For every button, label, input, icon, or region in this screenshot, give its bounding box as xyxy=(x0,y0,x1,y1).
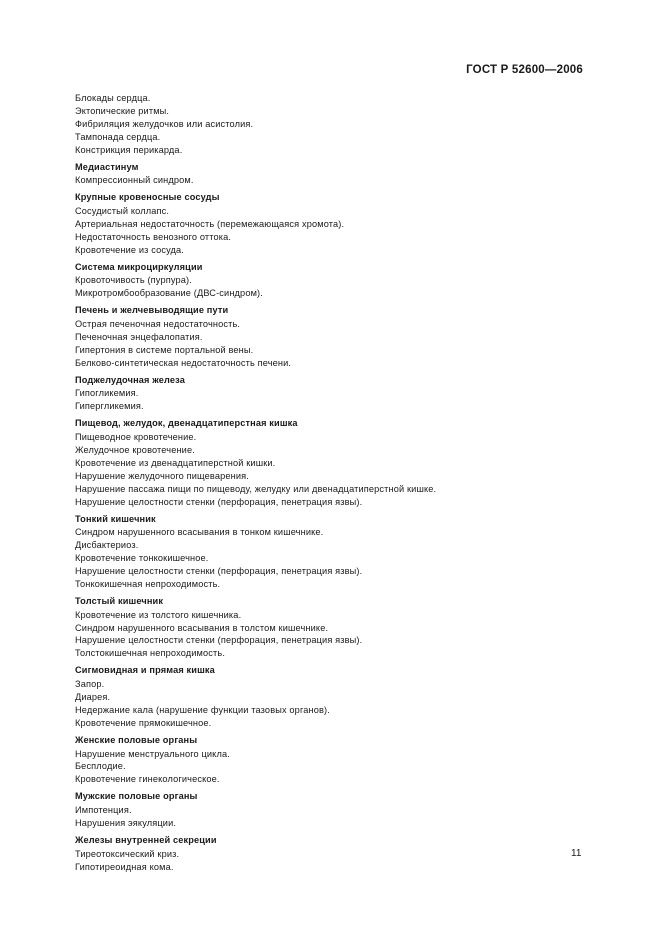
section xyxy=(75,161,595,188)
list-item: Бесплодие. xyxy=(75,761,126,772)
section-heading: Система микроциркуляции xyxy=(75,261,203,272)
list-item: Кровотечение прямокишечное. xyxy=(75,717,212,728)
list-item: Блокады сердца. xyxy=(75,93,151,103)
list-item: Синдром нарушенного всасывания в толстом кишечнике. xyxy=(75,622,329,633)
section-heading: Тонкий кишечник xyxy=(75,513,156,524)
list-item: Печеночная энцефалопатия. xyxy=(75,331,203,342)
section-heading: Мужские половые органы xyxy=(75,791,198,802)
section-heading: Поджелудочная железа xyxy=(75,374,186,385)
section xyxy=(75,92,595,157)
list-item: Белково-синтетическая недостаточность печени. xyxy=(75,357,292,368)
section xyxy=(75,374,595,414)
list-item: Тиреотоксический криз. xyxy=(75,848,180,859)
document-header: ГОСТ Р 52600—2006 xyxy=(466,64,583,76)
list-item: Кровотечение из толстого кишечника. xyxy=(75,609,242,620)
section-heading: Медиастинум xyxy=(75,161,139,172)
list-item: Гипертония в системе портальной вены. xyxy=(75,344,254,355)
section xyxy=(75,417,595,508)
list-item: Кровотечение из двенадцатиперстной кишки. xyxy=(75,457,276,468)
section xyxy=(75,790,595,830)
list-item: Тонкокишечная непроходимость. xyxy=(75,578,221,589)
section xyxy=(75,834,595,874)
list-item: Кровотечение гинекологическое. xyxy=(75,774,220,785)
list-item: Гипергликемия. xyxy=(75,401,144,412)
list-item: Компрессионный синдром. xyxy=(75,175,194,186)
section-heading: Печень и желчевыводящие пути xyxy=(75,305,229,316)
list-item: Кровотечение из сосуда. xyxy=(75,244,184,255)
list-item: Нарушения эякуляции. xyxy=(75,817,177,828)
section-heading: Крупные кровеносные сосуды xyxy=(75,192,220,203)
section-heading: Толстый кишечник xyxy=(75,595,164,606)
list-item: Кровотечение тонкокишечное. xyxy=(75,553,209,564)
page-number: 11 xyxy=(571,848,582,859)
section xyxy=(75,513,595,591)
list-item: Эктопические ритмы. xyxy=(75,105,170,116)
list-item: Сосудистый коллапс. xyxy=(75,206,170,217)
list-item: Нарушение целостности стенки (перфорация, пенетрация язвы). xyxy=(75,635,363,646)
list-item: Пищеводное кровотечение. xyxy=(75,432,197,443)
section xyxy=(75,734,595,787)
list-item: Недостаточность венозного оттока. xyxy=(75,231,232,242)
list-item: Запор. xyxy=(75,679,105,690)
list-item: Нарушение целостности стенки (перфорация, пенетрация язвы). xyxy=(75,566,363,577)
section-heading: Женские половые органы xyxy=(75,734,198,745)
list-item: Кровоточивость (пурпура). xyxy=(75,275,192,286)
list-item: Дисбактериоз. xyxy=(75,540,139,551)
list-item: Нарушение желудочного пищеварения. xyxy=(75,470,249,481)
list-item: Нарушение пассажа пищи по пищеводу, желудку или двенадцатиперстной кишке. xyxy=(75,483,437,494)
list-item: Диарея. xyxy=(75,691,111,702)
list-item: Импотенция. xyxy=(75,805,132,816)
list-item: Синдром нарушенного всасывания в тонком кишечнике. xyxy=(75,527,324,538)
section xyxy=(75,261,595,301)
section xyxy=(75,664,595,729)
list-item: Тампонада сердца. xyxy=(75,131,161,142)
section xyxy=(75,304,595,369)
list-item: Нарушение целостности стенки (перфорация, пенетрация язвы). xyxy=(75,496,363,507)
list-item: Фибриляция желудочков или асистолия. xyxy=(75,118,254,129)
list-item: Желудочное кровотечение. xyxy=(75,445,195,455)
section xyxy=(75,191,595,256)
list-item: Гипотиреоидная кома. xyxy=(75,861,174,872)
section-heading: Пищевод, желудок, двенадцатиперстная кишка xyxy=(75,418,298,429)
list-item: Гипогликемия. xyxy=(75,388,139,399)
list-item: Недержание кала (нарушение функции тазовых органов). xyxy=(75,704,330,715)
list-item: Нарушение менструального цикла. xyxy=(75,748,230,759)
document-body xyxy=(75,92,595,877)
list-item: Микротромбообразование (ДВС-синдром). xyxy=(75,288,263,299)
list-item: Толстокишечная непроходимость. xyxy=(75,648,226,659)
section xyxy=(75,595,595,660)
list-item: Констрикция перикарда. xyxy=(75,144,183,155)
list-item: Острая печеночная недостаточность. xyxy=(75,319,241,330)
section-heading: Сигмовидная и прямая кишка xyxy=(75,665,215,676)
list-item: Артериальная недостаточность (перемежающаяся хромота). xyxy=(75,218,345,229)
section-heading: Железы внутренней секреции xyxy=(75,834,217,845)
